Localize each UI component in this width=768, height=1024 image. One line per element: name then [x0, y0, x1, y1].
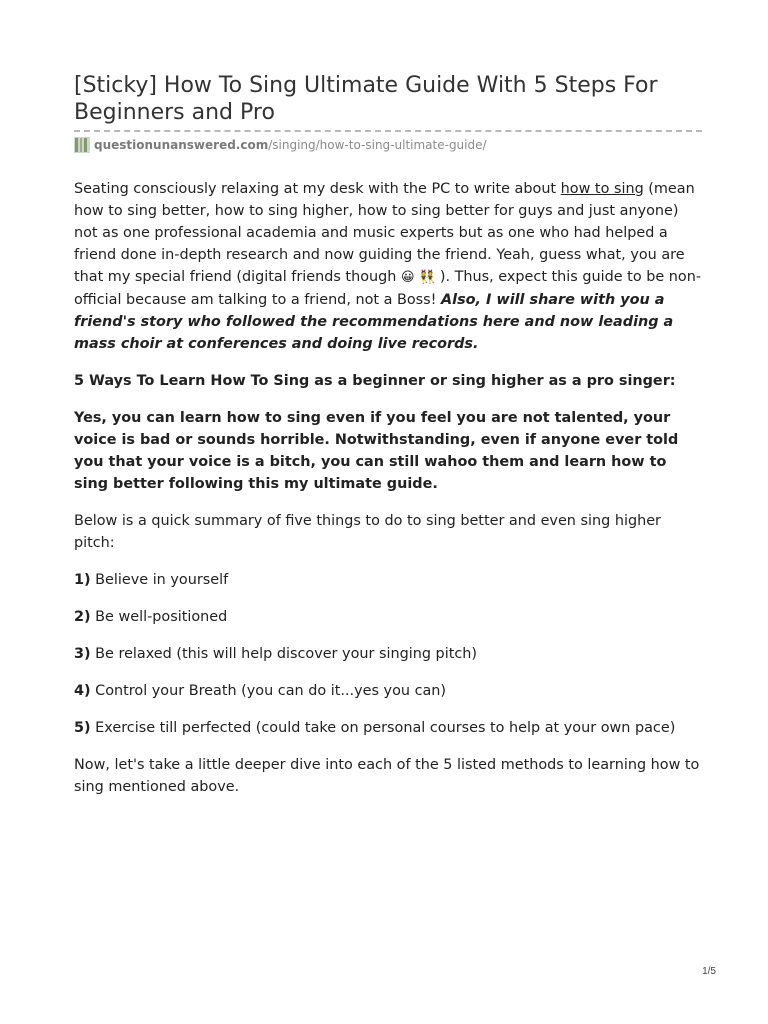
section-heading — [74, 370, 702, 392]
section-heading-text: 5 Ways To Learn How To Sing as a beginner or sing higher as a pro singer: — [74, 373, 676, 389]
intro-text-part3: ). Thus, expect this guide to be non-official because am talking to a friend, not a Boss! — [74, 269, 702, 308]
page-title: [Sticky] How To Sing Ultimate Guide With 5 Steps For Beginners and Pro — [74, 73, 658, 125]
how-to-sing-link[interactable]: how to sing — [560, 181, 644, 197]
title-divider — [74, 130, 702, 132]
grinning-face-icon: 😀 — [400, 270, 415, 285]
source-path[interactable]: /singing/how-to-sing-ultimate-guide/ — [268, 138, 487, 152]
list-item-text: Exercise till perfected (could take on personal courses to help at your own pace) — [90, 720, 676, 736]
site-favicon-icon — [74, 137, 90, 153]
list-item-number: 3) — [74, 646, 91, 662]
list-item-text: Believe in yourself — [90, 572, 229, 588]
list-item-text: Be well-positioned — [90, 609, 228, 625]
bold-paragraph — [74, 407, 702, 495]
list-item-number: 5) — [74, 720, 91, 736]
list-item — [74, 606, 702, 628]
summary-intro: Below is a quick summary of five things to do to sing better and even sing higher pitch: — [74, 513, 661, 551]
list-item-text: Be relaxed (this will help discover your singing pitch) — [90, 646, 477, 662]
source-domain[interactable]: questionunanswered.com — [94, 138, 269, 152]
intro-paragraph — [74, 178, 702, 355]
list-item-number: 2) — [74, 609, 91, 625]
bold-paragraph-text: Yes, you can learn how to sing even if you feel you are not talented, your voice is bad or sounds horrible. Notwithstanding, even if anyone ever told you that your voice is a bitch, you can still wahoo them and learn how to sing better following this my ultimate guide. — [74, 410, 679, 492]
page-number: 1/5 — [702, 966, 716, 977]
source-url[interactable] — [74, 137, 702, 153]
list-item — [74, 569, 702, 591]
intro-text-part1: Seating consciously relaxing at my desk with the PC to write about — [74, 181, 561, 197]
closing-paragraph: Now, let's take a little deeper dive into each of the 5 listed methods to learning how to sing mentioned above. — [74, 757, 700, 795]
list-item — [74, 643, 702, 665]
article-body — [74, 178, 702, 798]
intro-text-part2: (mean how to sing better, how to sing higher, how to sing better for guys and just anyone) not as one professional academia and music experts but as one who had helped a friend done in-depth research and now guiding the friend. Yeah, guess what, you are that my special friend (digital friends though — [74, 181, 695, 285]
list-item-number: 4) — [74, 683, 91, 699]
list-item-text: Control your Breath (you can do it...yes you can) — [90, 683, 447, 699]
article-content — [74, 72, 702, 813]
list-item-number: 1) — [74, 572, 91, 588]
list-item — [74, 680, 702, 702]
dancers-icon: 👯 — [419, 270, 436, 285]
list-item — [74, 717, 702, 739]
intro-bold-italic: Also, I will share with you a friend's story who followed the recommendations here and now leading a mass choir at conferences and doing live records. — [74, 292, 674, 352]
